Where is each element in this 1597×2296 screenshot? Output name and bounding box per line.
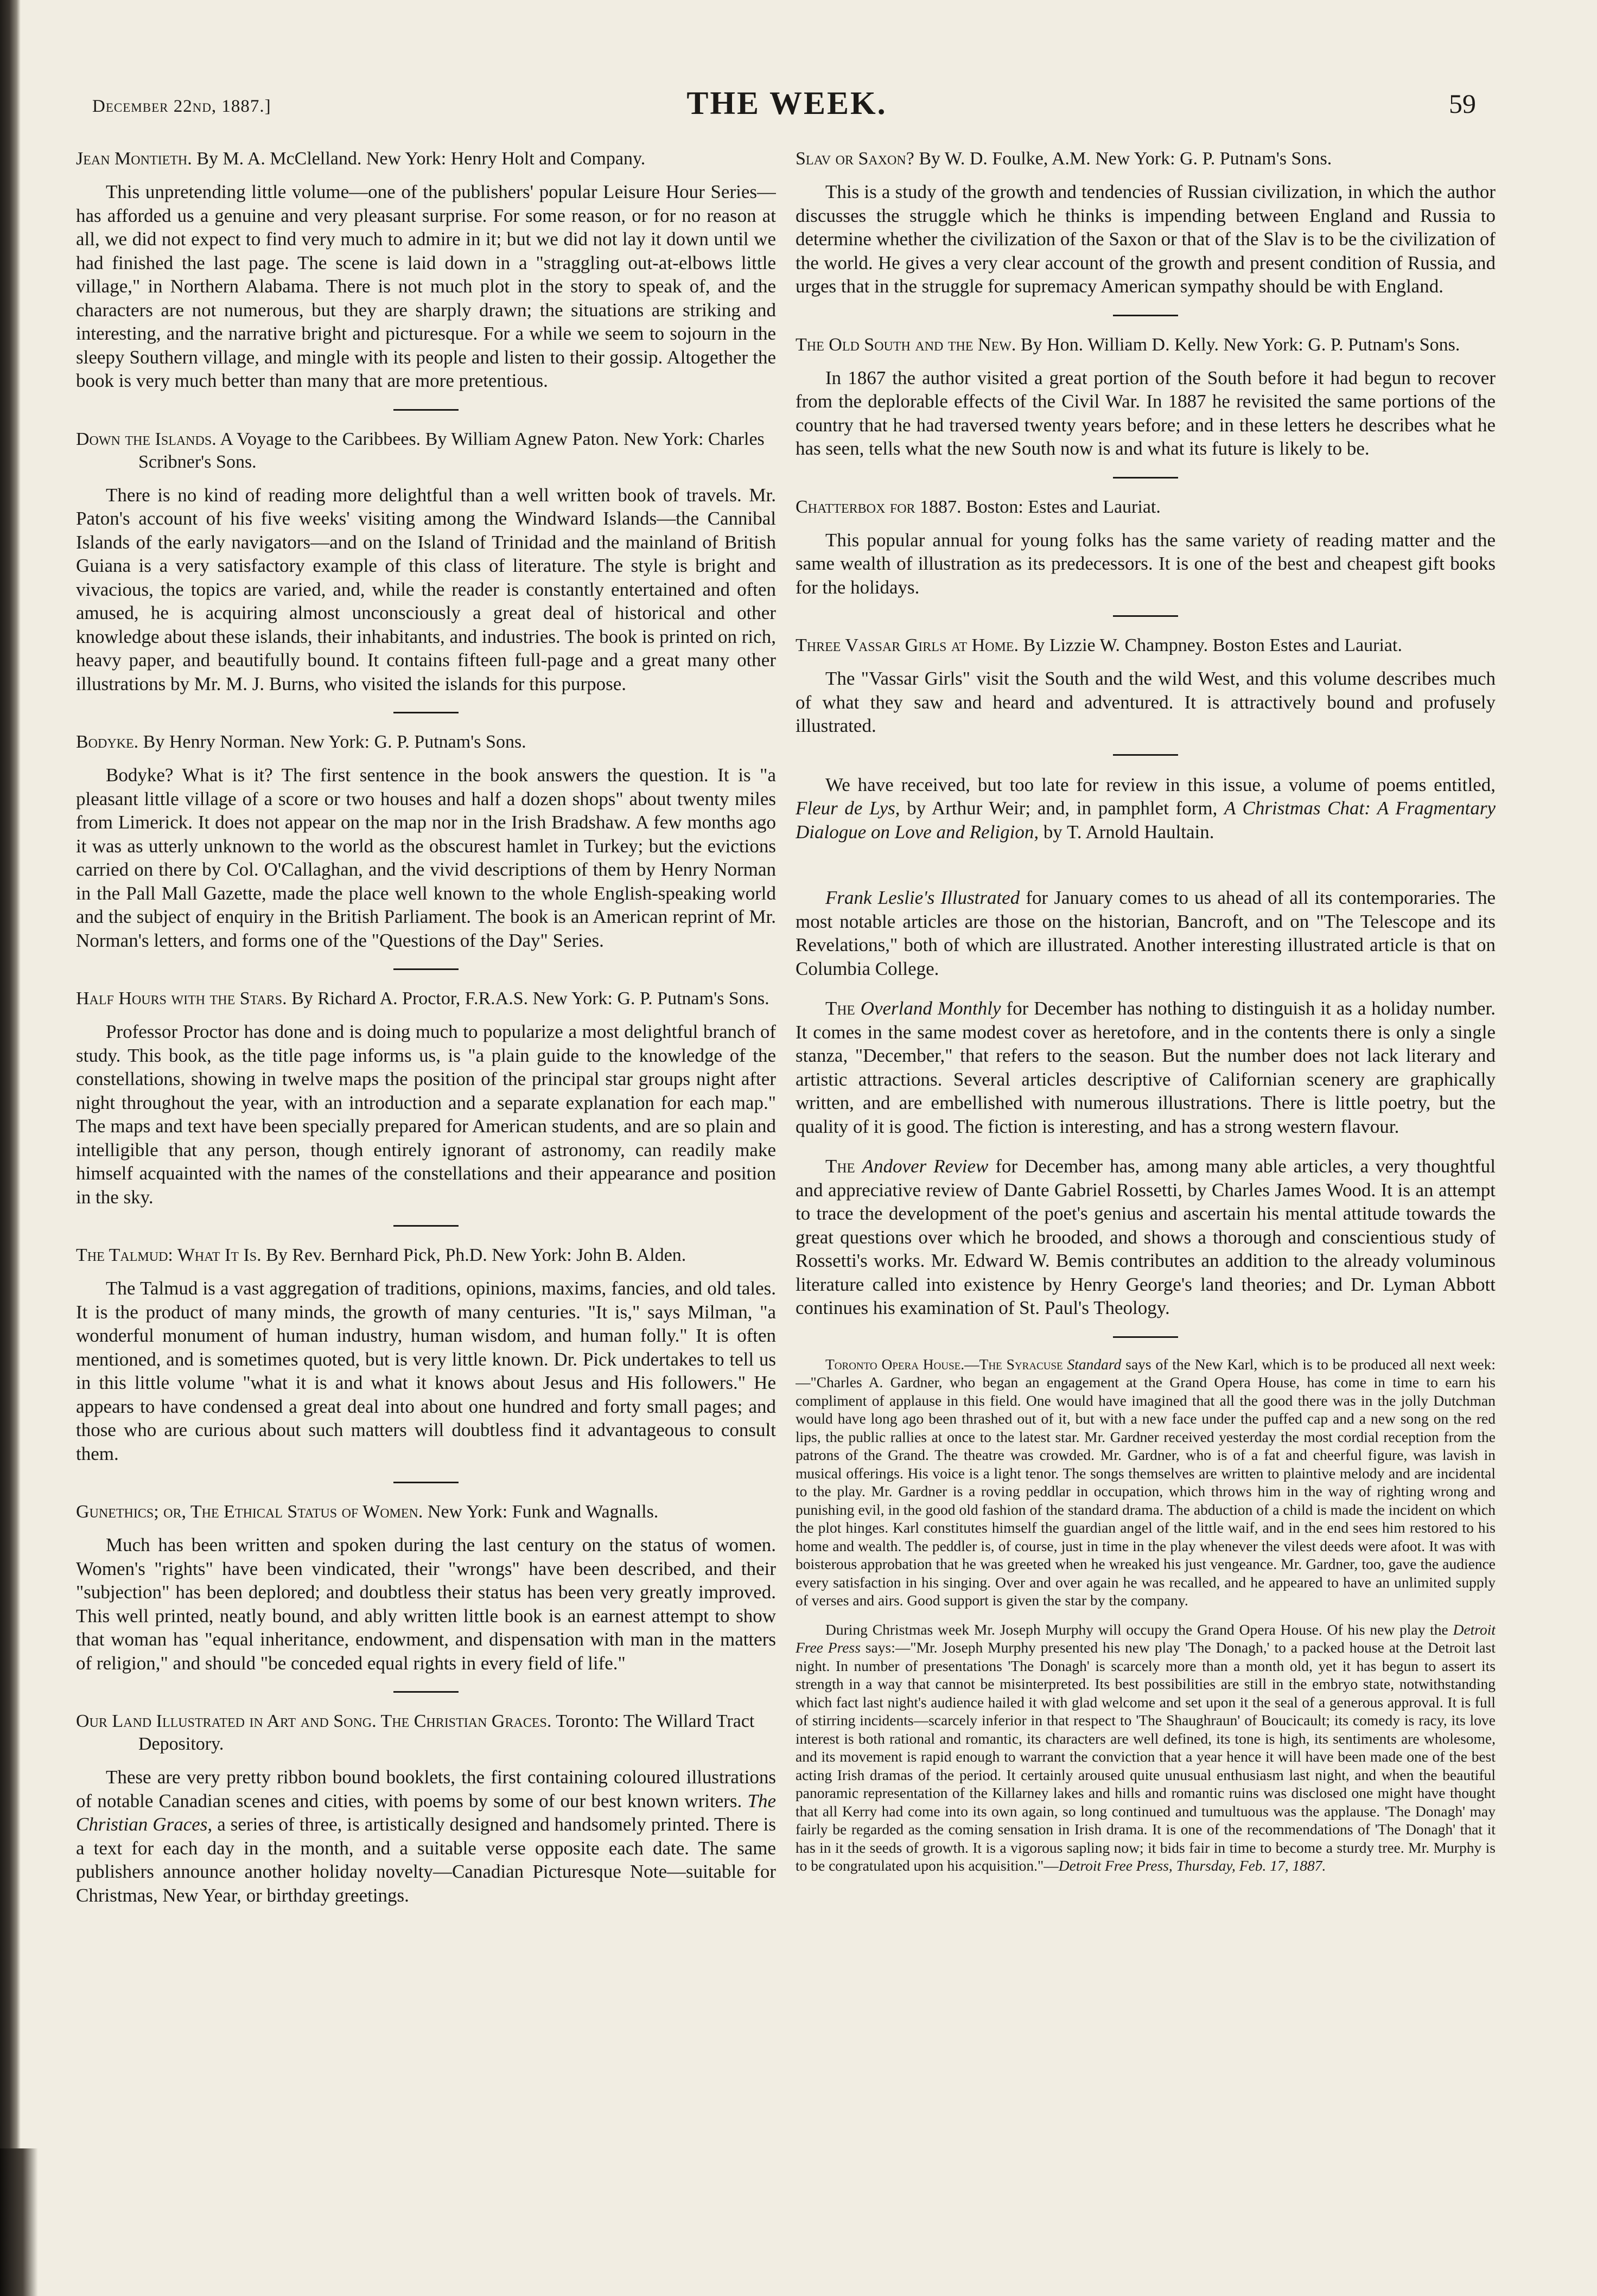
review-heading	[76, 987, 776, 1010]
review-body: The Talmud is a vast aggregation of traditions, opinions, maxims, fancies, and old tales. It is the product of many minds, the growth of many centuries. "It is," says Milman, "a wonderful monument of human industry, human wisdom, and human folly." It is often mentioned, and is sometimes quoted, but is very little known. Dr. Pick undertakes to tell us in this little volume "what it is and what it knows about Jesus and His followers." He appears to have condensed a great deal into about one hundred and forty small pages; and those who are curious about such matters will doubtless find it advantageous to consult them.	[76, 1278, 776, 1464]
review-title: Three Vassar Girls at Home.	[796, 635, 1019, 655]
review-byline: By Rev. Bernhard Pick, Ph.D. New York: John B. Alden.	[266, 1245, 686, 1265]
periodical-paragraph	[796, 1155, 1496, 1320]
section-divider	[393, 409, 459, 411]
body-text: for January comes to us ahead of all its contemporaries. The most notable articles are those on the historian, Bancroft, and on "The Telescope and its Revelations," both of which are illustrated. Another interesting illustrated article is that on Columbia College.	[796, 887, 1496, 979]
spacer	[796, 860, 1496, 886]
review-chatterbox	[796, 496, 1496, 599]
section-divider	[393, 1225, 459, 1227]
review-body: Professor Proctor has done and is doing much to popularize a most delightful branch of study. This book, as the title page informs us, is "a plain guide to the knowledge of the constellations, showing in twelve maps the position of the principal star groups night after night throughout the year, with an introduction and a separate explanation for each map." The maps and text have been specially prepared for American students, and are so plain and intelligible that any person, though entirely ignorant of astronomy, can readily make himself acquainted with the names of the constellations and their appearance and position in the sky.	[76, 1021, 776, 1208]
body-text: We have received, but too late for review in this issue, a volume of poems entitled,	[825, 774, 1496, 795]
review-slav-or-saxon	[796, 148, 1496, 298]
review-title: Gunethics; or, The Ethical Status of Women.	[76, 1502, 423, 1522]
section-divider	[1113, 477, 1178, 479]
section-divider	[393, 712, 459, 713]
body-text: These are very pretty ribbon bound booklets, the first containing coloured illustrations of notable Canadian scenes and cities, with poems by some of our best known writers.	[76, 1766, 776, 1812]
notice-text: says of the New Karl, which is to be produced all next week:—"Charles A. Gardner, who began an engagement at the Grand Opera House, has come in time to earn his compliment of applause in this field. One would have imagined that all the good there was in the jolly Dutchman would have long ago been thrashed out of it, but with a new face under the puffed cap and a new song on the red lips, the public rallies at once to the latest star. Mr. Gardner received yesterday the most cordial reception from the patrons of the Grand. The theatre was crowded. Mr. Gardner, who is of a fat and cheerful figure, was lavish in musical offerings. His voice is a light tenor. The songs themselves are written to plaintive melody and are incidental to the play. Mr. Gardner is a roving peddlar in occupation, which throws him in the way of righting wrong and punishing evil, in the good old fashion of the standard drama. The abduction of a child is made the incident on which the plot hinges. Karl constitutes himself the guardian angel of the little waif, and in the end sees him restored to his home and wealth. The peddler is, of course, just in time in the play whenever the vilest deeds were afoot. It was with boisterous approbation that he was greeted when he wreaked his just vengeance. Mr. Gardner, too, gave the audience every satisfaction in his singing. Over and over again he was recalled, and he appeared to have an unlimited supply of verses and airs. Good support is given the star by the company.	[796, 1355, 1496, 1609]
review-body: This unpretending little volume—one of the publishers' popular Leisure Hour Series—has afforded us a genuine and very pleasant surprise. For some reason, or for no reason at all, we did not expect to find very much to admire in it; but we did not lay it down until we had finished the last page. The scene is laid down in a "straggling out-at-elbows little village," in Northern Alabama. There is not much plot in the story to speak of, and the characters are not numerous, but they are sharply drawn; the situations are striking and interesting, and the narrative bright and picturesque. For a while we seem to sojourn in the sleepy Southern village, and mingle with its people and listen to their gossip. Altogether the book is very much better than many that are more pretentious.	[76, 181, 776, 391]
body-text: for December has, among many able articles, a very thoughtful and appreciative review of Dante Gabriel Rossetti, by Charles James Wood. It is an attempt to trace the development of the poet's genius and ascertain his mental attitude towards the great questions over which he brooded, and shows a thorough and conscientious study of Rossetti's works. Mr. Edward W. Bemis contributes an addition to the already voluminous literature called into existence by Henry George's land theories; and Dr. Lyman Abbott continues his examination of St. Paul's Theology.	[796, 1156, 1496, 1318]
review-down-the-islands	[76, 428, 776, 696]
lead-word: The	[825, 998, 855, 1019]
review-bodyke	[76, 731, 776, 952]
review-the-talmud	[76, 1244, 776, 1465]
review-byline: Toronto: The Willard Tract Depository.	[138, 1711, 755, 1754]
review-jean-montieth	[76, 148, 776, 393]
review-byline: New York: Funk and Wagnalls.	[427, 1502, 659, 1522]
received-paragraph	[796, 773, 1496, 844]
review-title: The Old South and the New.	[796, 334, 1016, 355]
review-title: Jean Montieth.	[76, 149, 192, 169]
review-byline: By M. A. McClelland. New York: Henry Holt and Company.	[196, 149, 646, 169]
review-body: There is no kind of reading more delightful than a well written book of travels. Mr. Paton's account of his five weeks' visiting among the Windward Islands—the Cannibal Islands of the early navigators—and on the Island of Trinidad and the mainland of British Guiana is a very satisfactory example of this class of literature. The style is bright and vivacious, the topics are varied, and, while the reader is constantly entertained and often amused, he is acquiring almost unconsciously a great deal of historical and other knowledge about these islands, their inhabitants, and industries. The book is printed on rich, heavy paper, and beautifully bound. It contains fifteen full-page and a great many other illustrations by Mr. M. J. Burns, who visited the islands for this purpose.	[76, 484, 776, 694]
review-heading	[76, 1710, 776, 1756]
review-title: Down the Islands.	[76, 429, 217, 449]
review-heading	[796, 148, 1496, 170]
book-title: A Christmas Chat: A Fragmentary Dialogue on Love and Religion,	[796, 798, 1496, 843]
section-divider	[393, 1482, 459, 1483]
review-heading	[76, 1244, 776, 1267]
periodical-title: Frank Leslie's Illustrated	[825, 887, 1020, 908]
review-title: Half Hours with the Stars.	[76, 988, 287, 1009]
periodical-paragraph	[796, 886, 1496, 980]
newspaper-title: Detroit Free Press	[796, 1621, 1496, 1656]
review-body: The "Vassar Girls" visit the South and the wild West, and this volume describes much of what they saw and heard and adventured. It is attractively bound and profusely illustrated.	[796, 668, 1496, 736]
notice-toronto-opera-house	[796, 1355, 1496, 1610]
review-byline: Boston: Estes and Lauriat.	[966, 496, 1161, 517]
page-header	[76, 81, 1498, 130]
section-divider	[1113, 615, 1178, 617]
periodical-paragraph	[796, 997, 1496, 1138]
review-heading	[76, 428, 776, 474]
body-text: by T. Arnold Haultain.	[1043, 821, 1214, 843]
binding-shadow-lower	[0, 2148, 38, 2296]
review-heading	[76, 731, 776, 754]
review-byline: By Henry Norman. New York: G. P. Putnam's Sons.	[143, 732, 526, 752]
review-gunethics	[76, 1501, 776, 1675]
review-title: Bodyke.	[76, 732, 139, 752]
review-title: Slav or Saxon?	[796, 149, 914, 169]
periodical-title: Overland Monthly	[860, 998, 1001, 1019]
review-heading	[796, 634, 1496, 657]
periodical-title: Andover Review	[862, 1156, 989, 1177]
section-divider	[393, 968, 459, 970]
review-body: This popular annual for young folks has the same variety of reading matter and the same wealth of illustration as its predecessors. It is one of the best and cheapest gift books for the holidays.	[796, 529, 1496, 598]
review-byline: By Richard A. Proctor, F.R.A.S. New York: G. P. Putnam's Sons.	[291, 988, 769, 1009]
review-heading	[76, 1501, 776, 1523]
notice-lead: During Christmas week Mr. Joseph Murphy will occupy the Grand Opera House. Of his new play the	[825, 1621, 1448, 1638]
review-byline: By Lizzie W. Champney. Boston Estes and Lauriat.	[1023, 635, 1402, 655]
body-text: for December has nothing to distinguish it as a holiday number. It comes in the same modest cover as heretofore, and in the contents there is only a single stanza, "December," that refers to the season. But the number does not lack literary and artistic attractions. Several articles descriptive of Californian scenery are graphically written, and are embellished with numerous illustrations. There is little poetry, but the quality of it is good. The fiction is interesting, and has a strong western flavour.	[796, 998, 1496, 1137]
review-body: This is a study of the growth and tendencies of Russian civilization, in which the author discusses the struggle which he thinks is impending between England and Russia to determine whether the civilization of the Saxon or that of the Slav is to be the civilization of the world. He gives a very clear account of the growth and present condition of Russia, and urges that in the struggle for supremacy American sympathy should be with England.	[796, 181, 1496, 297]
notice-lead: Toronto Opera House.—The Syracuse	[825, 1355, 1063, 1373]
review-old-south-and-new	[796, 334, 1496, 461]
review-title: The Talmud: What It Is.	[76, 1245, 262, 1265]
review-heading	[796, 496, 1496, 519]
review-title: Our Land Illustrated in Art and Song. The Christian Graces.	[76, 1711, 552, 1731]
notice-text: says:—"Mr. Joseph Murphy presented his new play 'The Donagh,' to a packed house at the Detroit last night. In number of presentations 'The Donagh' is scarcely more than a month old, yet it has begun to assert its strength in a way that cannot be misinterpreted. Its best possibilities are still in the embryo state, notwithstanding which fact last night's audience hailed it with glad welcome and set upon it the seal of a generous approval. It is full of stirring incidents—scarcely inferior in that respect to 'The Shaughraun' of Boucicault; its comedy is racy, its love interest is both rational and romantic, its characters are well defined, its tone is high, its sentiments are wholesome, and its movement is rapid enough to warrant the conviction that a year hence it will have been made one of the best acting Irish dramas of the period. It certainly aroused quite unusual enthusiasm last night, and when the beautiful panoramic representation of the Killarney lakes and hills and romantic ruins was disclosed one might have thought that all Kerry had come into its own again, so long continued and tumultuous was the applause. 'The Donagh' may fairly be regarded as the coming sensation in Irish drama. It is one of the recommendations of 'The Donagh' that it has in it the seeds of growth. It is a vigorous sapling now; it bids fair in time to become a sturdy tree. Mr. Murphy is to be congratulated upon his acquisition."—	[796, 1639, 1496, 1874]
review-body	[76, 1765, 776, 1907]
review-half-hours-with-the-stars	[76, 987, 776, 1209]
masthead-title: THE WEEK.	[686, 85, 887, 121]
notice-joseph-murphy	[796, 1621, 1496, 1875]
section-divider	[1113, 754, 1178, 756]
issue-date: December 22nd, 1887.]	[92, 97, 271, 116]
periodical-frank-leslies	[796, 886, 1496, 980]
book-title: Fleur de Lys,	[796, 798, 900, 819]
review-heading	[76, 148, 776, 170]
review-body: In 1867 the author visited a great portion of the South before it had begun to recover from the deplorable effects of the Civil War. In 1887 he revisited the same portions of the country that he had traversed twenty years before; and in these letters he describes what he has seen, tells what the new South now is and what its future is likely to be.	[796, 367, 1496, 459]
received-notice	[796, 773, 1496, 844]
binding-shadow	[0, 0, 21, 2296]
periodical-andover-review	[796, 1155, 1496, 1320]
book-title: The Christian Graces,	[76, 1790, 776, 1835]
right-column	[796, 148, 1496, 2263]
citation: Detroit Free Press, Thursday, Feb. 17, 1887.	[1058, 1857, 1326, 1874]
review-title: Chatterbox for 1887.	[796, 496, 962, 517]
review-our-land-illustrated	[76, 1710, 776, 1907]
page-number: 59	[1449, 88, 1476, 119]
review-byline: By W. D. Foulke, A.M. New York: G. P. Putnam's Sons.	[919, 149, 1332, 169]
section-divider	[1113, 315, 1178, 316]
review-three-vassar-girls	[796, 634, 1496, 738]
newspaper-title: Standard	[1067, 1355, 1122, 1373]
body-text: a series of three, is artistically designed and handsomely printed. There is a text for each day in the month, and a suitable verse opposite each date. The same publishers announce another holiday novelty—Canadian Picturesque Note—suitable for Christmas, New Year, or birthday greetings.	[76, 1814, 776, 1906]
review-heading	[796, 334, 1496, 356]
section-divider	[1113, 1336, 1178, 1338]
review-byline: By Hon. William D. Kelly. New York: G. P. Putnam's Sons.	[1020, 334, 1460, 355]
section-divider	[393, 1691, 459, 1693]
review-body: Bodyke? What is it? The first sentence in the book answers the question. It is "a pleasant little village of a score or two houses and half a dozen shops" about twenty miles from Limerick. It does not appear on the map nor in the Irish Bradshaw. A few months ago it was as utterly unknown to the world as the obscurest hamlet in Turkey; but the evictions carried on there by Col. O'Callaghan, and the vivid descriptions of them by Henry Norman in the Pall Mall Gazette, made the place well known to the whole English-speaking world and the subject of enquiry in the British Parliament. The book is an American reprint of Mr. Norman's letters, and forms one of the "Questions of the Day" Series.	[76, 764, 776, 951]
review-byline: A Voyage to the Caribbees. By William Agnew Paton. New York: Charles Scribner's Sons.	[138, 429, 765, 472]
periodical-overland-monthly	[796, 997, 1496, 1138]
review-body: Much has been written and spoken during the last century on the status of women. Women's "rights" have been vindicated, their "wrongs" have been described, and their "subjection" has been deplored; and doubtless their status has been very greatly improved. This well printed, neatly bound, and ably written little book is an earnest attempt to show that woman has "equal inheritance, endowment, and dispensation with man in the matters of religion," and should "be conceded equal rights in every field of life."	[76, 1534, 776, 1674]
lead-word: The	[825, 1156, 855, 1177]
left-column	[76, 148, 776, 2263]
body-text: by Arthur Weir; and, in pamphlet form,	[907, 798, 1218, 819]
